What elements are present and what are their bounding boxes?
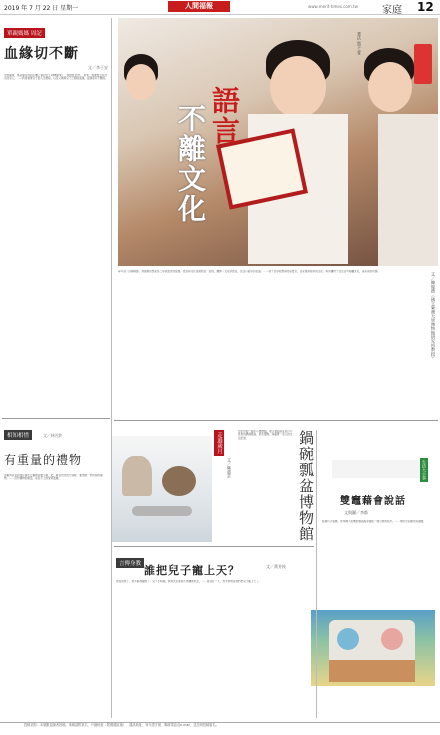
museum-photo — [112, 436, 212, 542]
photo-caption: 書法 寫下 愛 — [357, 32, 362, 55]
page-header — [0, 0, 440, 15]
divider — [2, 418, 110, 419]
side-tag: 生活大小事 — [422, 460, 427, 480]
left-column-article-2 — [4, 422, 108, 718]
feature-photo — [118, 18, 438, 266]
child-face — [270, 56, 326, 118]
stove-painting-right — [381, 628, 403, 650]
lower-author: 文／黃芳枝 — [266, 564, 286, 569]
column-tag: 單親媽媽 周記 — [4, 28, 45, 38]
column-tag-3: 走過歲月 — [216, 432, 222, 454]
submission-notice: 投稿須知：本版歡迎讀者投稿，來稿請附真名、戶籍地址（附郵遞區號）、通訊地址、身分證字號、聯絡電話及e-mail，並註明投稿版名。 — [24, 723, 219, 727]
lower-title: 誰把兒子寵上天？ — [144, 564, 240, 577]
lower-body: 現在的孩子，很多都被寵壞了。兒子小時候，我與先生都捨不得讓他吃苦，……直到有一天，我才發現是我們把兒子寵上天了。 — [116, 580, 262, 583]
article-title: 血緣切不斷 — [4, 46, 79, 62]
column-divider-2 — [316, 430, 317, 718]
right-title: 雙竈藉會說話 — [340, 496, 406, 507]
child-face-3 — [126, 64, 156, 100]
article-body-2: 加重對長者的我有個生日禮物需要父親，吧，就在台北的分別時，要送她一份特別的禮物。……這份禮物的重量，是在手上的愛與溫暖。 — [4, 474, 103, 481]
issue-date: 2019 年 7 月 22 日 星期一 — [4, 5, 79, 12]
pot-shape — [122, 456, 152, 496]
right-author: 文與圖／李都 — [344, 510, 368, 515]
article-body: 中秋期來，無意間在我的手機上看到女子LINE貼來了「我的寶貝們」，原來，他像想念在北京的家人。……我常看著兒子的人生旅程，以及父親與兒子之間的血緣，血緣是切不斷的。 — [4, 74, 108, 81]
right-body: 經過巧手裝飾，原本醜不拉嘰的雙竈搖身變成一個可愛的設計。……帶給全家歡笑與溫暖。 — [322, 520, 426, 523]
page-number: 12 — [417, 0, 434, 14]
column-divider — [111, 18, 112, 718]
museum-body: 台中市的一間小小博物館，展示著從前家家戶戶使用的鍋碗瓢盆，那些器物，承載著一家人的生活記憶。 — [238, 430, 293, 440]
feature-article — [118, 268, 438, 416]
bowl-shape — [162, 466, 196, 496]
website-url[interactable]: www.merit-times.com.tw — [308, 4, 358, 9]
article-author-2: 文／林芳鈴 — [43, 433, 63, 438]
divider-3 — [114, 546, 314, 547]
feature-title-1: 語言 — [208, 86, 241, 146]
stove-painting-left — [337, 628, 359, 650]
stove-photo — [311, 610, 435, 686]
article-author-3: 文／鄭惠雲 — [227, 458, 232, 478]
article-title-2: 有重量的禮物 — [4, 453, 83, 467]
newspaper-logo: 人間福報 — [168, 1, 230, 12]
museum-title: 鍋碗瓢盆博物館 — [297, 430, 315, 542]
article-author: 文／李子安 — [88, 65, 108, 70]
column-tag-2: 相知相惜 — [4, 430, 32, 440]
side-photo-strip — [332, 460, 428, 478]
section-name: 家庭 — [382, 5, 402, 16]
feature-body: 每年到了這個時節，我總會回想起自己學習語言的經歷。語言和文化是連結在一起的，離開了文化學語言，往往只能學到表面。……孩子在學校裡學的是語言，在家裡卻能學到文化。如何讓孩子在生活中接觸文化，是家長的功課。 — [118, 270, 380, 273]
column-tag-4: 言傳身教 — [116, 558, 144, 568]
pan-shape — [132, 506, 192, 516]
child-face-2 — [368, 62, 412, 112]
photo-badge — [414, 44, 432, 84]
lower-article — [116, 550, 312, 718]
page-footer — [0, 722, 440, 735]
feature-title-2: 不離文化 — [174, 104, 207, 224]
divider-2 — [114, 420, 438, 421]
feature-subtitle: 文／陳俊蒨（國立臺灣大學博物館研究所教授） — [431, 272, 436, 360]
left-column-article — [4, 20, 108, 428]
stove-base — [329, 660, 415, 682]
child-uniform-2 — [378, 114, 438, 266]
